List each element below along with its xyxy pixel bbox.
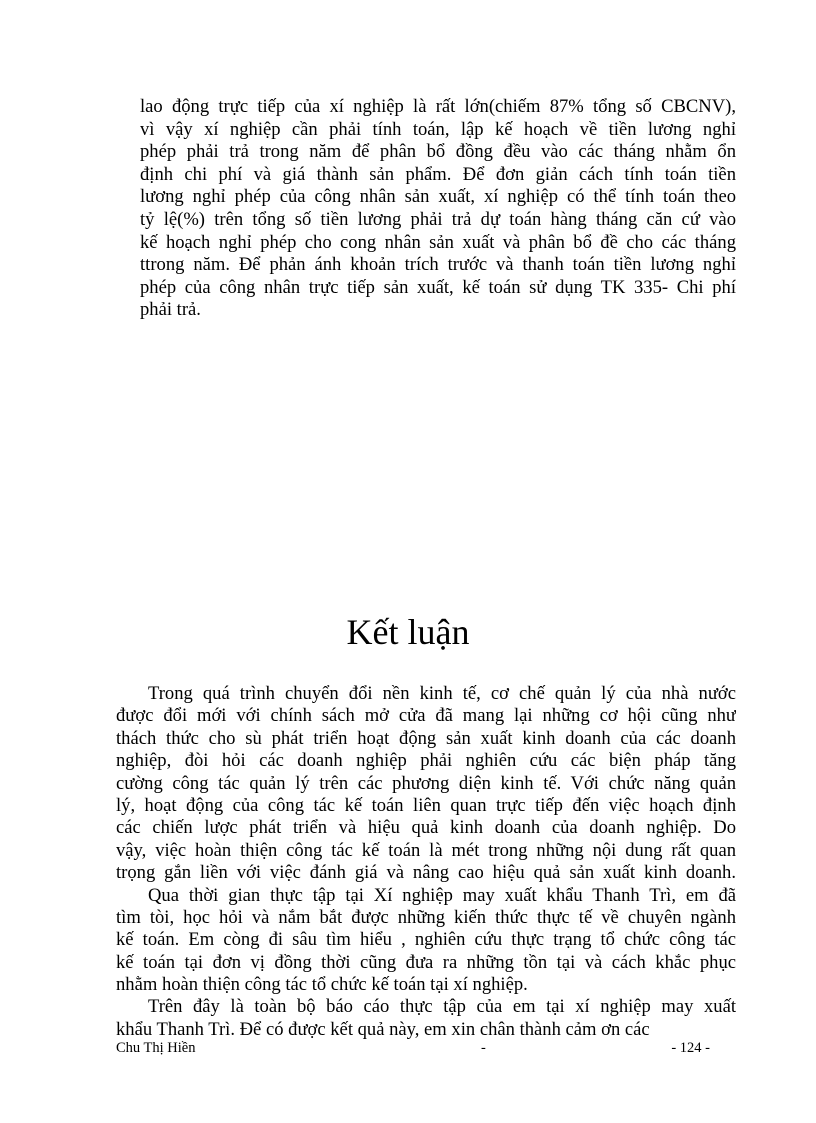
text-line: các chiến lược phát triển và hiệu quả kinh doanh của doanh nghiệp. Do (116, 817, 736, 839)
footer-separator: - (481, 1040, 486, 1056)
conclusion-paragraph-3 (116, 996, 736, 1041)
text-line: khẩu Thanh Trì. Để có được kết quả này, em xin chân thành cảm ơn các (116, 1018, 650, 1040)
section-heading-conclusion: Kết luận (346, 612, 470, 652)
text-line: vậy, việc hoàn thiện công tác kế toán là mét trong những nội dung rất quan (116, 839, 736, 861)
text-line: phải trả. (140, 299, 201, 321)
text-line: lao động trực tiếp của xí nghiệp là rất lớn(chiếm 87% tổng số CBCNV), (140, 96, 736, 117)
conclusion-paragraph-1 (116, 683, 736, 885)
text-line: vì vậy xí nghiệp cần phải tính toán, lập kế hoạch về tiền lương nghỉ (140, 118, 736, 140)
text-line: phép của công nhân trực tiếp sản xuất, kế toán sử dụng TK 335- Chi phí (140, 276, 736, 298)
text-line: được đổi mới với chính sách mở cửa đã mang lại những cơ hội cũng như (116, 705, 736, 727)
text-line: thách thức cho sù phát triển hoạt động sản xuất kinh doanh của các doanh (116, 727, 736, 749)
conclusion-body (116, 683, 736, 1041)
text-line: Trong quá trình chuyển đổi nền kinh tế, cơ chế quản lý của nhà nước (148, 683, 736, 704)
text-line: Qua thời gian thực tập tại Xí nghiệp may xuất khẩu Thanh Trì, em đã (148, 884, 736, 906)
footer-author: Chu Thị Hiền (116, 1040, 196, 1056)
text-line: kế hoạch nghỉ phép cho cong nhân sản xuất và phân bổ đề cho các tháng (140, 231, 736, 253)
text-line: lương nghỉ phép của công nhân sản xuất, xí nghiệp có thể tính toán theo (140, 186, 736, 208)
text-line: tìm tòi, học hỏi và nắm bắt được những kiến thức thực tế về chuyên ngành (116, 906, 736, 928)
text-line: kế toán tại đơn vị đồng thời cũng đưa ra những tồn tại và cách khắc phục (116, 951, 736, 973)
top-paragraph (140, 96, 736, 322)
text-line: lý, hoạt động của công tác kế toán liên quan trực tiếp đến việc hoạch định (116, 794, 736, 816)
text-line: trọng gắn liền với việc đánh giá và nâng cao hiệu quả sản xuất kinh doanh. (116, 862, 736, 884)
text-line: nhằm hoàn thiện công tác tổ chức kế toán tại xí nghiệp. (116, 974, 528, 996)
text-line: phép phải trả trong năm để phân bổ đồng đều vào các tháng nhằm ổn (140, 141, 736, 163)
text-line: tỷ lệ(%) trên tổng số tiền lương phải trả dự toán hàng tháng căn cứ vào (140, 208, 736, 230)
page-footer (116, 1038, 736, 1058)
text-line: kế toán. Em còng đi sâu tìm hiểu , nghiên cứu thực trạng tổ chức công tác (116, 929, 736, 951)
text-line: nghiệp, đòi hỏi các doanh nghiệp phải nghiên cứu các biện pháp tăng (116, 750, 736, 772)
text-line: ttrong năm. Để phản ánh khoản trích trước và thanh toán tiền lương nghỉ (140, 254, 736, 276)
text-line: định chi phí và giá thành sản phẩm. Để đơn giản cách tính toán tiền (140, 163, 736, 185)
page-number: - 124 - (671, 1040, 710, 1056)
conclusion-paragraph-2 (116, 885, 736, 997)
text-line: Trên đây là toàn bộ báo cáo thực tập của em tại xí nghiệp may xuất (148, 996, 736, 1018)
text-line: cường công tác quản lý trên các phương diện kinh tế. Với chức năng quản (116, 772, 736, 794)
